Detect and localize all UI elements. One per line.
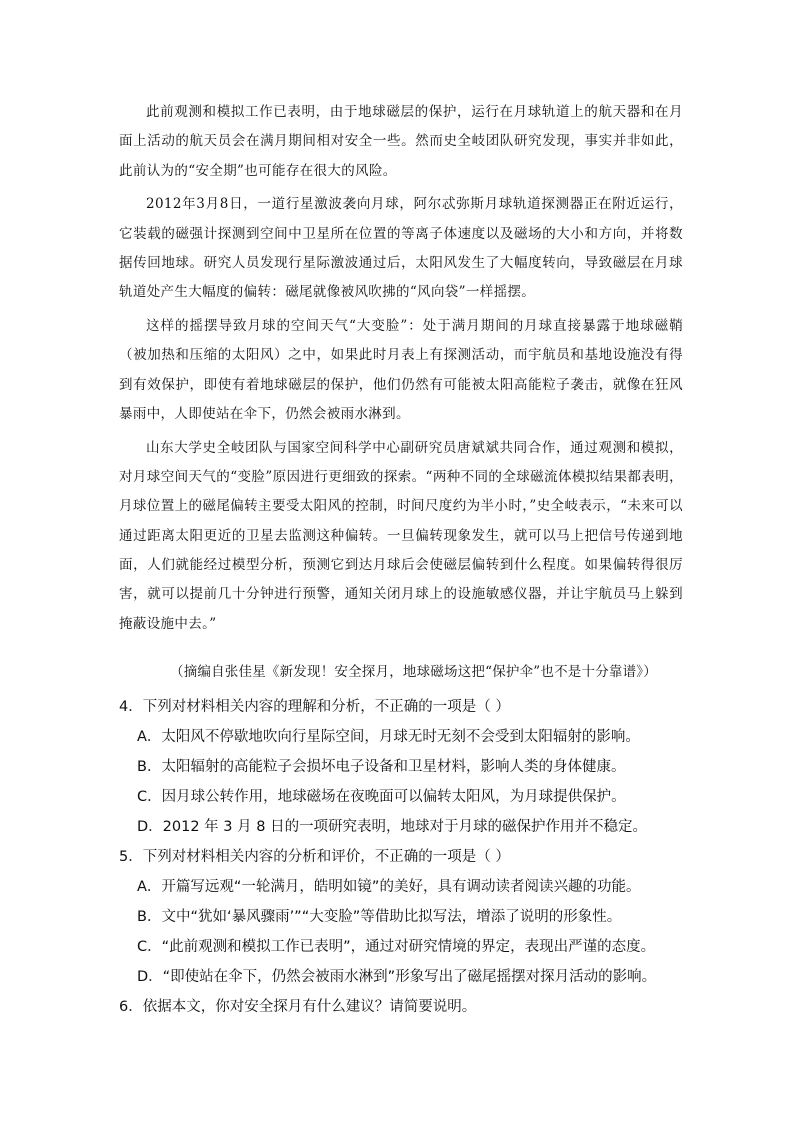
question-stem: 6．依据本文，你对安全探月有什么建议？请简要说明。 [119, 999, 477, 1015]
question-stem: 5．下列对材料相关内容的分析和评价，不正确的一项是（ ） [119, 849, 510, 865]
option-b: B．文中“犹如‘暴风骤雨’”“大变脸”等借助比拟写法，增添了说明的形象性。 [137, 909, 622, 925]
question-5 [119, 842, 699, 992]
question-4 [119, 692, 699, 842]
option-a: A．开篇写远观“一轮满月，皓明如镜”的美好，具有调动读者阅读兴趣的功能。 [137, 879, 641, 895]
question-list [119, 692, 699, 1022]
option-a: A．太阳风不停歇地吹向行星际空间，月球无时无刻不会受到太阳辐射的影响。 [137, 729, 640, 745]
passage-paragraph: 2012年3月8日，一道行星激波袭向月球，阿尔忒弥斯月球轨道探测器正在附近运行，它装载的磁强计探测到空间中卫星所在位置的等离子体速度以及磁场的大小和方向，并将数据传回地球。研究人员发现行星际激波通过后，太阳风发生了大幅度转向，导致磁层在月球轨道处产生大幅度的偏转：磁尾就像被风吹拂的“风向袋”一样摇摆。 [119, 196, 683, 301]
option-d: D．“即使站在伞下，仍然会被雨水淋到”形象写出了磁尾摇摆对探月活动的影响。 [137, 969, 657, 985]
passage-paragraph: 山东大学史全岐团队与国家空间科学中心副研究员唐斌斌共同合作，通过观测和模拟，对月球空间天气的“变脸”原因进行更细致的探索。“两种不同的全球磁流体模拟结果都表明，月球位置上的磁尾偏转主要受太阳风的控制，时间尺度约为半小时，”史全岐表示，“未来可以通过距离太阳更近的卫星去监测这种偏转。一旦偏转现象发生，就可以马上把信号传递到地面，人们就能经过模型分析，预测它到达月球后会使磁层偏转到什么程度。如果偏转得很厉害，就可以提前几十分钟进行预警，通知关闭月球上的设施敏感仪器，并让宇航员马上躲到掩蔽设施中去。” [119, 439, 683, 632]
passage-paragraph: 此前观测和模拟工作已表明，由于地球磁层的保护，运行在月球轨道上的航天器和在月面上活动的航天员会在满月期间相对安全一些。然而史全岐团队研究发现，事实并非如此，此前认为的“安全期”也可能存在很大的风险。 [119, 104, 683, 179]
passage-source: （摘编自张佳星《新发现！安全探月，地球磁场这把“保护伞”也不是十分靠谱》） [170, 664, 657, 680]
question-stem: 4．下列对材料相关内容的理解和分析，不正确的一项是（ ） [119, 699, 510, 715]
question-6 [119, 992, 699, 1022]
reading-passage [119, 98, 683, 643]
option-c: C．因月球公转作用，地球磁场在夜晚面可以偏转太阳风，为月球提供保护。 [137, 789, 626, 805]
passage-paragraph: 这样的摇摆导致月球的空间天气“大变脸”：处于满月期间的月球直接暴露于地球磁鞘（被加热和压缩的太阳风）之中，如果此时月表上有探测活动，而宇航员和基地设施没有得到有效保护，即使有着地球磁层的保护，他们仍然有可能被太阳高能粒子袭击，就像在狂风暴雨中，人即使站在伞下，仍然会被雨水淋到。 [119, 318, 683, 422]
option-b: B．太阳辐射的高能粒子会损坏电子设备和卫星材料，影响人类的身体健康。 [137, 759, 626, 775]
option-c: C．“此前观测和模拟工作已表明”，通过对研究情境的界定，表现出严谨的态度。 [137, 939, 656, 955]
option-d: D．2012 年 3 月 8 日的一项研究表明，地球对于月球的磁保护作用并不稳定。 [137, 819, 648, 835]
